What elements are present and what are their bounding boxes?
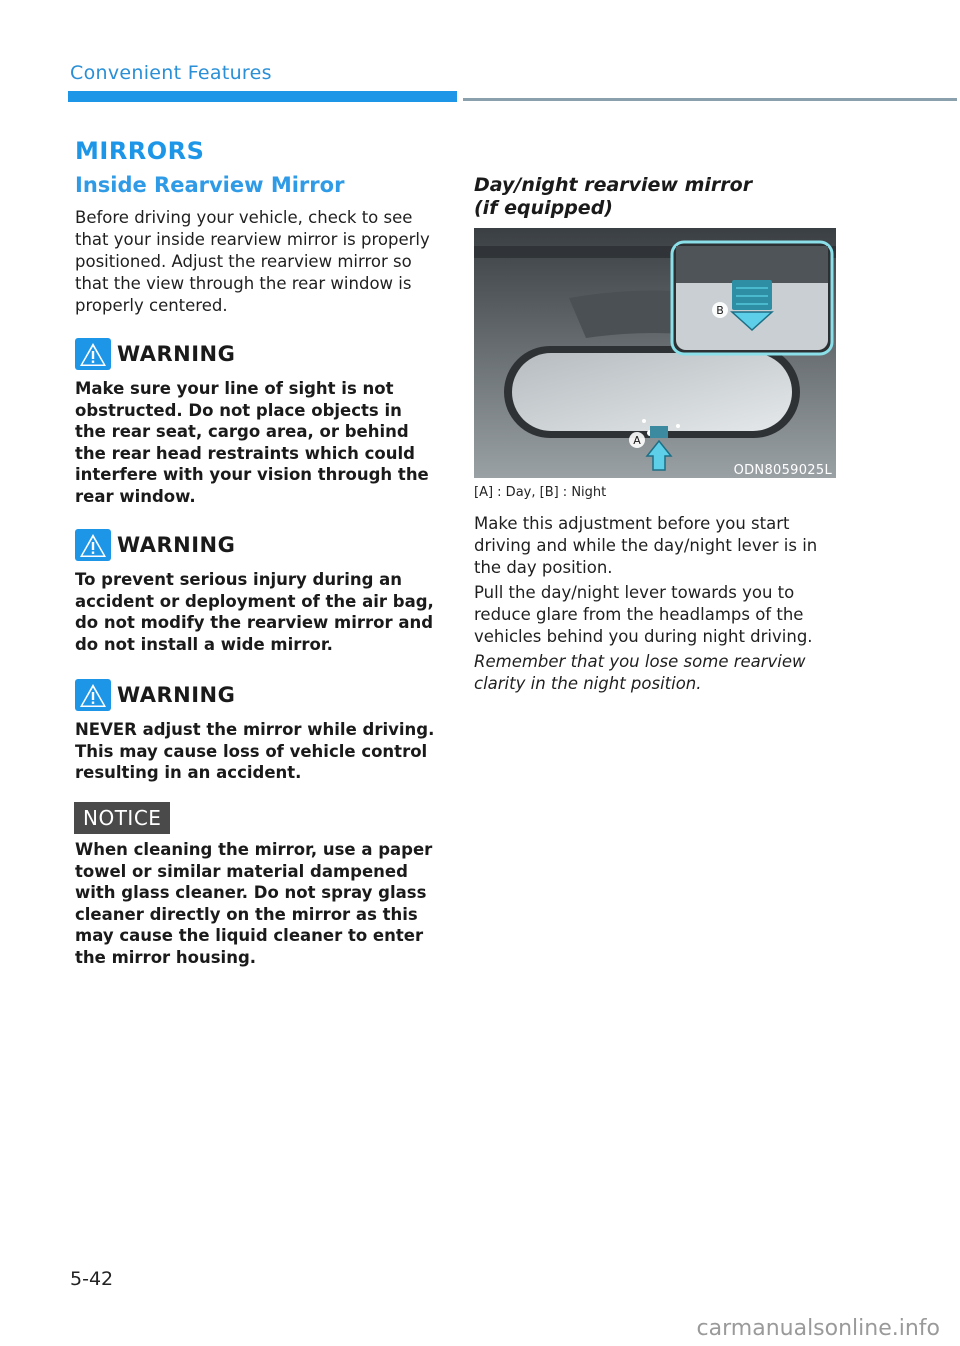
watermark: carmanualsonline.info <box>696 1316 940 1341</box>
warning-title: WARNING <box>117 342 236 366</box>
subsection-heading: Inside Rearview Mirror <box>75 173 345 197</box>
header-rule-gray <box>463 98 957 101</box>
warning-block-2 <box>75 527 437 655</box>
day-night-heading-line1: Day/night rearview mirror <box>474 174 753 196</box>
page-number: 5-42 <box>70 1268 114 1290</box>
warning-triangle-icon <box>75 338 111 370</box>
warning-block-1 <box>75 336 437 507</box>
figure-code: ODN8059025L <box>733 463 832 478</box>
figure-caption: [A] : Day, [B] : Night <box>474 485 607 500</box>
warning-title: WARNING <box>117 533 236 557</box>
day-night-heading <box>474 174 814 220</box>
warning-text: Make sure your line of sight is not obstructed. Do not place objects in the rear seat, cargo area, or behind the rear head restraints which could interfere with your vision through the rear window. <box>75 379 429 506</box>
day-night-para-1: Make this adjustment before you start driving and while the day/night lever is in the day position. <box>474 514 818 577</box>
intro-block <box>75 207 435 317</box>
warning-block-3 <box>75 677 437 784</box>
header-rule-accent <box>68 91 457 102</box>
header-section-title: Convenient Features <box>70 62 272 84</box>
day-night-para-3: Remember that you lose some rearview clarity in the night position. <box>474 652 806 693</box>
day-night-para-1-block <box>474 513 839 579</box>
warning-title: WARNING <box>117 683 236 707</box>
warning-text: To prevent serious injury during an accident or deployment of the air bag, do not modify the rearview mirror and do not install a wide mirror. <box>75 570 434 654</box>
mirror-illustration <box>474 228 836 478</box>
intro-paragraph: Before driving your vehicle, check to see that your inside rearview mirror is properly positioned. Adjust the rearview mirror so that the view through the rear window is properly centered. <box>75 208 430 315</box>
section-heading: MIRRORS <box>75 137 205 165</box>
day-night-heading-line2: (if equipped) <box>474 197 613 219</box>
warning-triangle-icon <box>75 529 111 561</box>
day-night-para-2: Pull the day/night lever towards you to reduce glare from the headlamps of the vehicles behind you during night driving. <box>474 583 813 646</box>
notice-badge: NOTICE <box>74 802 170 834</box>
notice-text: When cleaning the mirror, use a paper towel or similar material dampened with glass cleaner. Do not spray glass cleaner directly on the mirror as this may cause the liquid cleaner to enter the mirror housing. <box>75 840 433 967</box>
warning-triangle-icon <box>75 679 111 711</box>
label-a: A <box>633 434 641 447</box>
day-night-para-2-block <box>474 582 839 648</box>
day-night-para-3-block <box>474 651 839 695</box>
mirror-figure <box>474 228 836 478</box>
warning-text: NEVER adjust the mirror while driving. This may cause loss of vehicle control resulting in an accident. <box>75 720 435 782</box>
label-b: B <box>716 304 724 317</box>
